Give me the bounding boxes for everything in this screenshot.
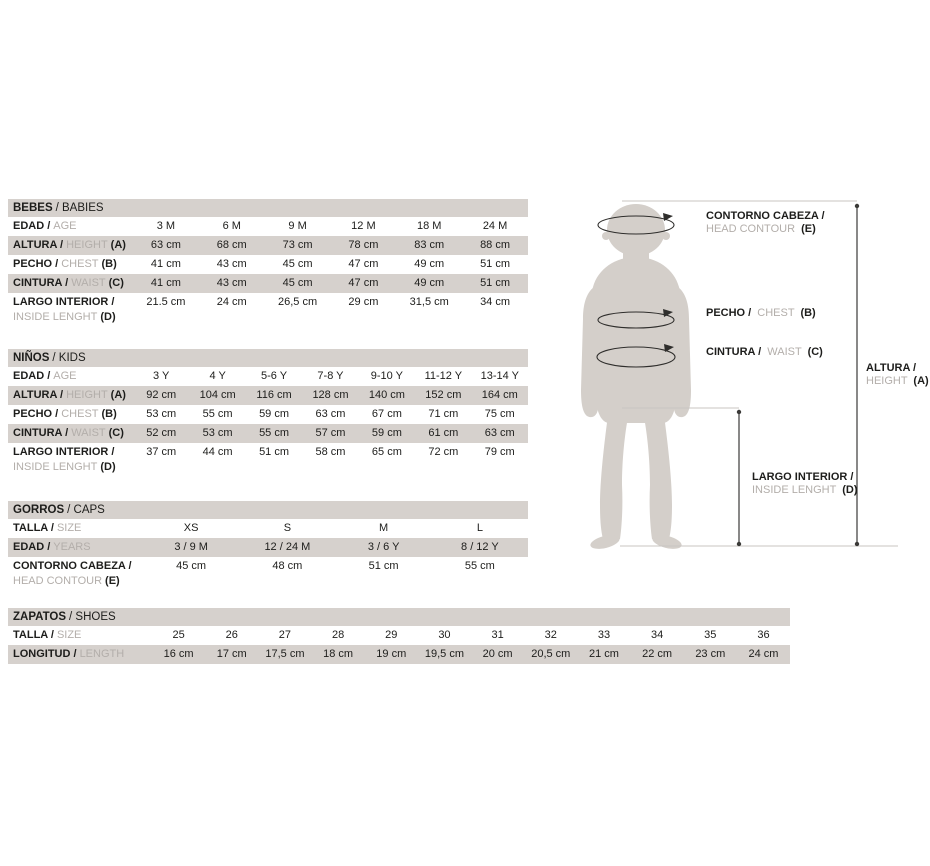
row-label-en: AGE	[53, 220, 77, 232]
table-shoes	[8, 608, 790, 664]
row-label-letter: (C)	[108, 427, 124, 439]
row-label-es: ALTURA /	[13, 239, 64, 251]
value-cell: 31,5 cm	[409, 296, 449, 308]
row-label-es: LARGO INTERIOR /	[13, 296, 115, 308]
table-row	[8, 255, 528, 274]
value-cell: 26,5 cm	[278, 296, 318, 308]
child-silhouette-icon	[581, 204, 691, 551]
value-cell: 51 cm	[480, 277, 511, 289]
row-label-en: HEIGHT	[66, 389, 108, 401]
row-label-en: SIZE	[56, 522, 82, 534]
table-row	[8, 557, 528, 589]
value-cell: 29	[385, 629, 398, 641]
label-letter: (D)	[842, 484, 858, 496]
value-cell: 104 cm	[199, 389, 236, 401]
row-label-es: CINTURA /	[13, 277, 69, 289]
value-cell: 68 cm	[216, 239, 247, 251]
value-cell: 7-8 Y	[317, 370, 344, 382]
row-label-en: CHEST	[61, 258, 99, 270]
value-cell: 4 Y	[209, 370, 226, 382]
value-cell: 43 cm	[216, 277, 247, 289]
value-cell: 128 cm	[312, 389, 349, 401]
value-cell: 19 cm	[376, 648, 407, 660]
row-label-letter: (E)	[105, 575, 120, 587]
value-cell: 67 cm	[371, 408, 402, 420]
value-cell: 58 cm	[315, 446, 346, 458]
value-cell: 30	[438, 629, 451, 641]
value-cell: 35	[704, 629, 717, 641]
value-cell: 41 cm	[150, 258, 181, 270]
value-cell: 3 / 6 Y	[367, 541, 400, 553]
value-cell: 51 cm	[480, 258, 511, 270]
value-cell: 140 cm	[368, 389, 405, 401]
value-cell: 49 cm	[414, 258, 445, 270]
section-title-secondary: / CAPS	[67, 504, 105, 516]
value-cell: 59 cm	[259, 408, 290, 420]
table-babies	[8, 199, 528, 325]
table-row	[8, 645, 790, 664]
table-row	[8, 274, 528, 293]
value-cell: 13-14 Y	[480, 370, 519, 382]
value-cell: 49 cm	[414, 277, 445, 289]
row-label-letter: (B)	[101, 408, 117, 420]
row-label-en: CHEST	[61, 408, 99, 420]
inside-length-label	[752, 471, 858, 497]
value-cell: 53 cm	[202, 427, 233, 439]
value-cell: S	[283, 522, 292, 534]
label-letter: (C)	[807, 346, 823, 358]
row-label	[8, 538, 143, 557]
row-label-es: PECHO /	[13, 408, 59, 420]
row-label-es: PECHO /	[13, 258, 59, 270]
value-cell: M	[379, 522, 389, 534]
row-label-en: WAIST	[71, 277, 106, 289]
value-cell: 3 M	[156, 220, 176, 232]
head-contour-label	[706, 210, 825, 236]
value-cell: 71 cm	[428, 408, 459, 420]
row-label-en: SIZE	[56, 629, 82, 641]
label-es: LARGO INTERIOR /	[752, 471, 854, 483]
label-en: HEIGHT	[866, 375, 908, 387]
value-cell: 55 cm	[202, 408, 233, 420]
row-label	[8, 255, 133, 274]
value-cell: 164 cm	[481, 389, 518, 401]
row-label-letter: (A)	[110, 389, 126, 401]
height-label	[866, 362, 929, 388]
value-cell: 37 cm	[146, 446, 177, 458]
value-cell: 20 cm	[482, 648, 513, 660]
value-cell: 78 cm	[348, 239, 379, 251]
value-cell: 44 cm	[202, 446, 233, 458]
row-label-es: LARGO INTERIOR /	[13, 446, 115, 458]
row-label-en: INSIDE LENGHT	[13, 311, 98, 323]
row-label-es: TALLA /	[13, 522, 54, 534]
table-kids	[8, 349, 528, 475]
value-cell: 12 M	[351, 220, 376, 232]
value-cell: 53 cm	[146, 408, 177, 420]
value-cell: 41 cm	[150, 277, 181, 289]
row-label-es: EDAD /	[13, 220, 51, 232]
value-cell: 43 cm	[216, 258, 247, 270]
label-en: INSIDE LENGHT	[752, 484, 837, 496]
value-cell: 59 cm	[371, 427, 402, 439]
table-row	[8, 293, 528, 325]
row-label-es: TALLA /	[13, 629, 54, 641]
table-row	[8, 519, 528, 538]
section-header-ninos	[8, 349, 528, 367]
value-cell: 23 cm	[695, 648, 726, 660]
value-cell: 55 cm	[464, 560, 495, 572]
value-cell: 83 cm	[414, 239, 445, 251]
section-title-secondary: / BABIES	[55, 202, 104, 214]
value-cell: 19,5 cm	[424, 648, 465, 660]
label-letter: (B)	[800, 307, 816, 319]
row-label-es: EDAD /	[13, 541, 51, 553]
value-cell: 152 cm	[425, 389, 462, 401]
value-cell: 73 cm	[282, 239, 313, 251]
value-cell: 9 M	[288, 220, 307, 232]
value-cell: 45 cm	[176, 560, 207, 572]
row-label-es: CONTORNO CABEZA /	[13, 560, 132, 572]
value-cell: 61 cm	[428, 427, 459, 439]
value-cell: 55 cm	[259, 427, 290, 439]
row-label	[8, 274, 133, 293]
value-cell: 63 cm	[315, 408, 346, 420]
section-title-primary: ZAPATOS	[13, 611, 67, 623]
value-cell: 48 cm	[272, 560, 303, 572]
value-cell: 21 cm	[588, 648, 619, 660]
value-cell: 33	[597, 629, 611, 641]
value-cell: 47 cm	[348, 258, 379, 270]
value-cell: 21.5 cm	[146, 296, 186, 308]
value-cell: 45 cm	[282, 258, 313, 270]
section-header-gorros	[8, 501, 528, 519]
value-cell: 52 cm	[146, 427, 177, 439]
value-cell: 22 cm	[642, 648, 673, 660]
value-cell: 57 cm	[315, 427, 346, 439]
section-title-primary: GORROS	[13, 504, 65, 516]
label-es: ALTURA /	[866, 362, 917, 374]
value-cell: 47 cm	[348, 277, 379, 289]
table-row	[8, 424, 528, 443]
value-cell: 24 M	[482, 220, 508, 232]
value-cell: 45 cm	[282, 277, 313, 289]
value-cell: 34	[651, 629, 664, 641]
value-cell: 28	[331, 629, 345, 641]
table-row	[8, 538, 528, 557]
row-label	[8, 367, 133, 386]
table-row	[8, 405, 528, 424]
value-cell: 79 cm	[484, 446, 515, 458]
section-title-secondary: / KIDS	[52, 352, 86, 364]
table-row	[8, 626, 790, 645]
row-label	[8, 424, 133, 443]
section-header-zapatos	[8, 608, 790, 626]
value-cell: XS	[183, 522, 199, 534]
label-es: CINTURA /	[706, 346, 762, 358]
value-cell: 3 / 9 M	[174, 541, 208, 553]
label-es: PECHO /	[706, 307, 752, 319]
section-title-secondary: / SHOES	[69, 611, 116, 623]
value-cell: 9-10 Y	[370, 370, 403, 382]
value-cell: 18 cm	[323, 648, 354, 660]
row-label	[8, 217, 133, 236]
value-cell: 63 cm	[484, 427, 515, 439]
row-label-en: AGE	[53, 370, 77, 382]
value-cell: 65 cm	[371, 446, 402, 458]
value-cell: 72 cm	[428, 446, 459, 458]
value-cell: 3 Y	[153, 370, 170, 382]
row-label	[8, 645, 152, 664]
label-es: CONTORNO CABEZA /	[706, 210, 825, 222]
row-label-en: YEARS	[53, 541, 91, 553]
value-cell: 31	[491, 629, 504, 641]
value-cell: 36	[757, 629, 770, 641]
row-label	[8, 626, 152, 645]
value-cell: 8 / 12 Y	[461, 541, 499, 553]
value-cell: 6 M	[222, 220, 241, 232]
value-cell: 29 cm	[348, 296, 379, 308]
value-cell: 26	[225, 629, 238, 641]
table-caps	[8, 501, 528, 589]
row-label	[8, 405, 133, 424]
row-label-es: CINTURA /	[13, 427, 69, 439]
section-title-primary: NIÑOS	[13, 352, 50, 364]
value-cell: 51 cm	[259, 446, 290, 458]
row-label-letter: (D)	[100, 311, 116, 323]
table-row	[8, 236, 528, 255]
value-cell: 24 cm	[748, 648, 779, 660]
row-label	[8, 293, 133, 325]
row-label-letter: (C)	[108, 277, 124, 289]
value-cell: 75 cm	[484, 408, 515, 420]
value-cell: 24 cm	[216, 296, 247, 308]
label-en: CHEST	[757, 307, 795, 319]
row-label	[8, 443, 133, 475]
row-label-en: HEAD CONTOUR	[13, 575, 103, 587]
value-cell: 17,5 cm	[265, 648, 305, 660]
section-header-bebes	[8, 199, 528, 217]
row-label-en: HEIGHT	[66, 239, 108, 251]
table-row	[8, 443, 528, 475]
value-cell: 63 cm	[150, 239, 181, 251]
value-cell: 34 cm	[480, 296, 511, 308]
label-en: WAIST	[767, 346, 802, 358]
value-cell: 51 cm	[368, 560, 399, 572]
inseam-measure-line	[737, 410, 741, 546]
value-cell: 11-12 Y	[424, 370, 463, 382]
row-label-es: LONGITUD /	[13, 648, 77, 660]
value-cell: L	[476, 522, 483, 534]
label-en: HEAD CONTOUR	[706, 223, 796, 235]
value-cell: 116 cm	[256, 389, 292, 401]
value-cell: 88 cm	[480, 239, 511, 251]
row-label	[8, 386, 133, 405]
table-row	[8, 217, 528, 236]
row-label-en: WAIST	[71, 427, 106, 439]
row-label-letter: (A)	[110, 239, 126, 251]
value-cell: 32	[544, 629, 557, 641]
value-cell: 5-6 Y	[261, 370, 288, 382]
section-title-primary: BEBES	[13, 202, 53, 214]
row-label	[8, 236, 133, 255]
value-cell: 17 cm	[216, 648, 247, 660]
row-label-letter: (B)	[101, 258, 117, 270]
row-label-en: LENGTH	[79, 648, 125, 660]
row-label	[8, 519, 143, 538]
waist-label	[706, 346, 823, 359]
row-label-es: EDAD /	[13, 370, 51, 382]
row-label-letter: (D)	[100, 461, 116, 473]
label-letter: (E)	[801, 223, 816, 235]
table-row	[8, 367, 528, 386]
row-label-es: ALTURA /	[13, 389, 64, 401]
value-cell: 27	[278, 629, 292, 641]
value-cell: 16 cm	[163, 648, 194, 660]
value-cell: 25	[172, 629, 185, 641]
row-label	[8, 557, 143, 589]
table-row	[8, 386, 528, 405]
chest-label	[706, 307, 816, 320]
value-cell: 20,5 cm	[531, 648, 571, 660]
row-label-en: INSIDE LENGHT	[13, 461, 98, 473]
label-letter: (A)	[913, 375, 929, 387]
value-cell: 92 cm	[146, 389, 177, 401]
value-cell: 18 M	[416, 220, 442, 232]
value-cell: 12 / 24 M	[264, 541, 311, 553]
